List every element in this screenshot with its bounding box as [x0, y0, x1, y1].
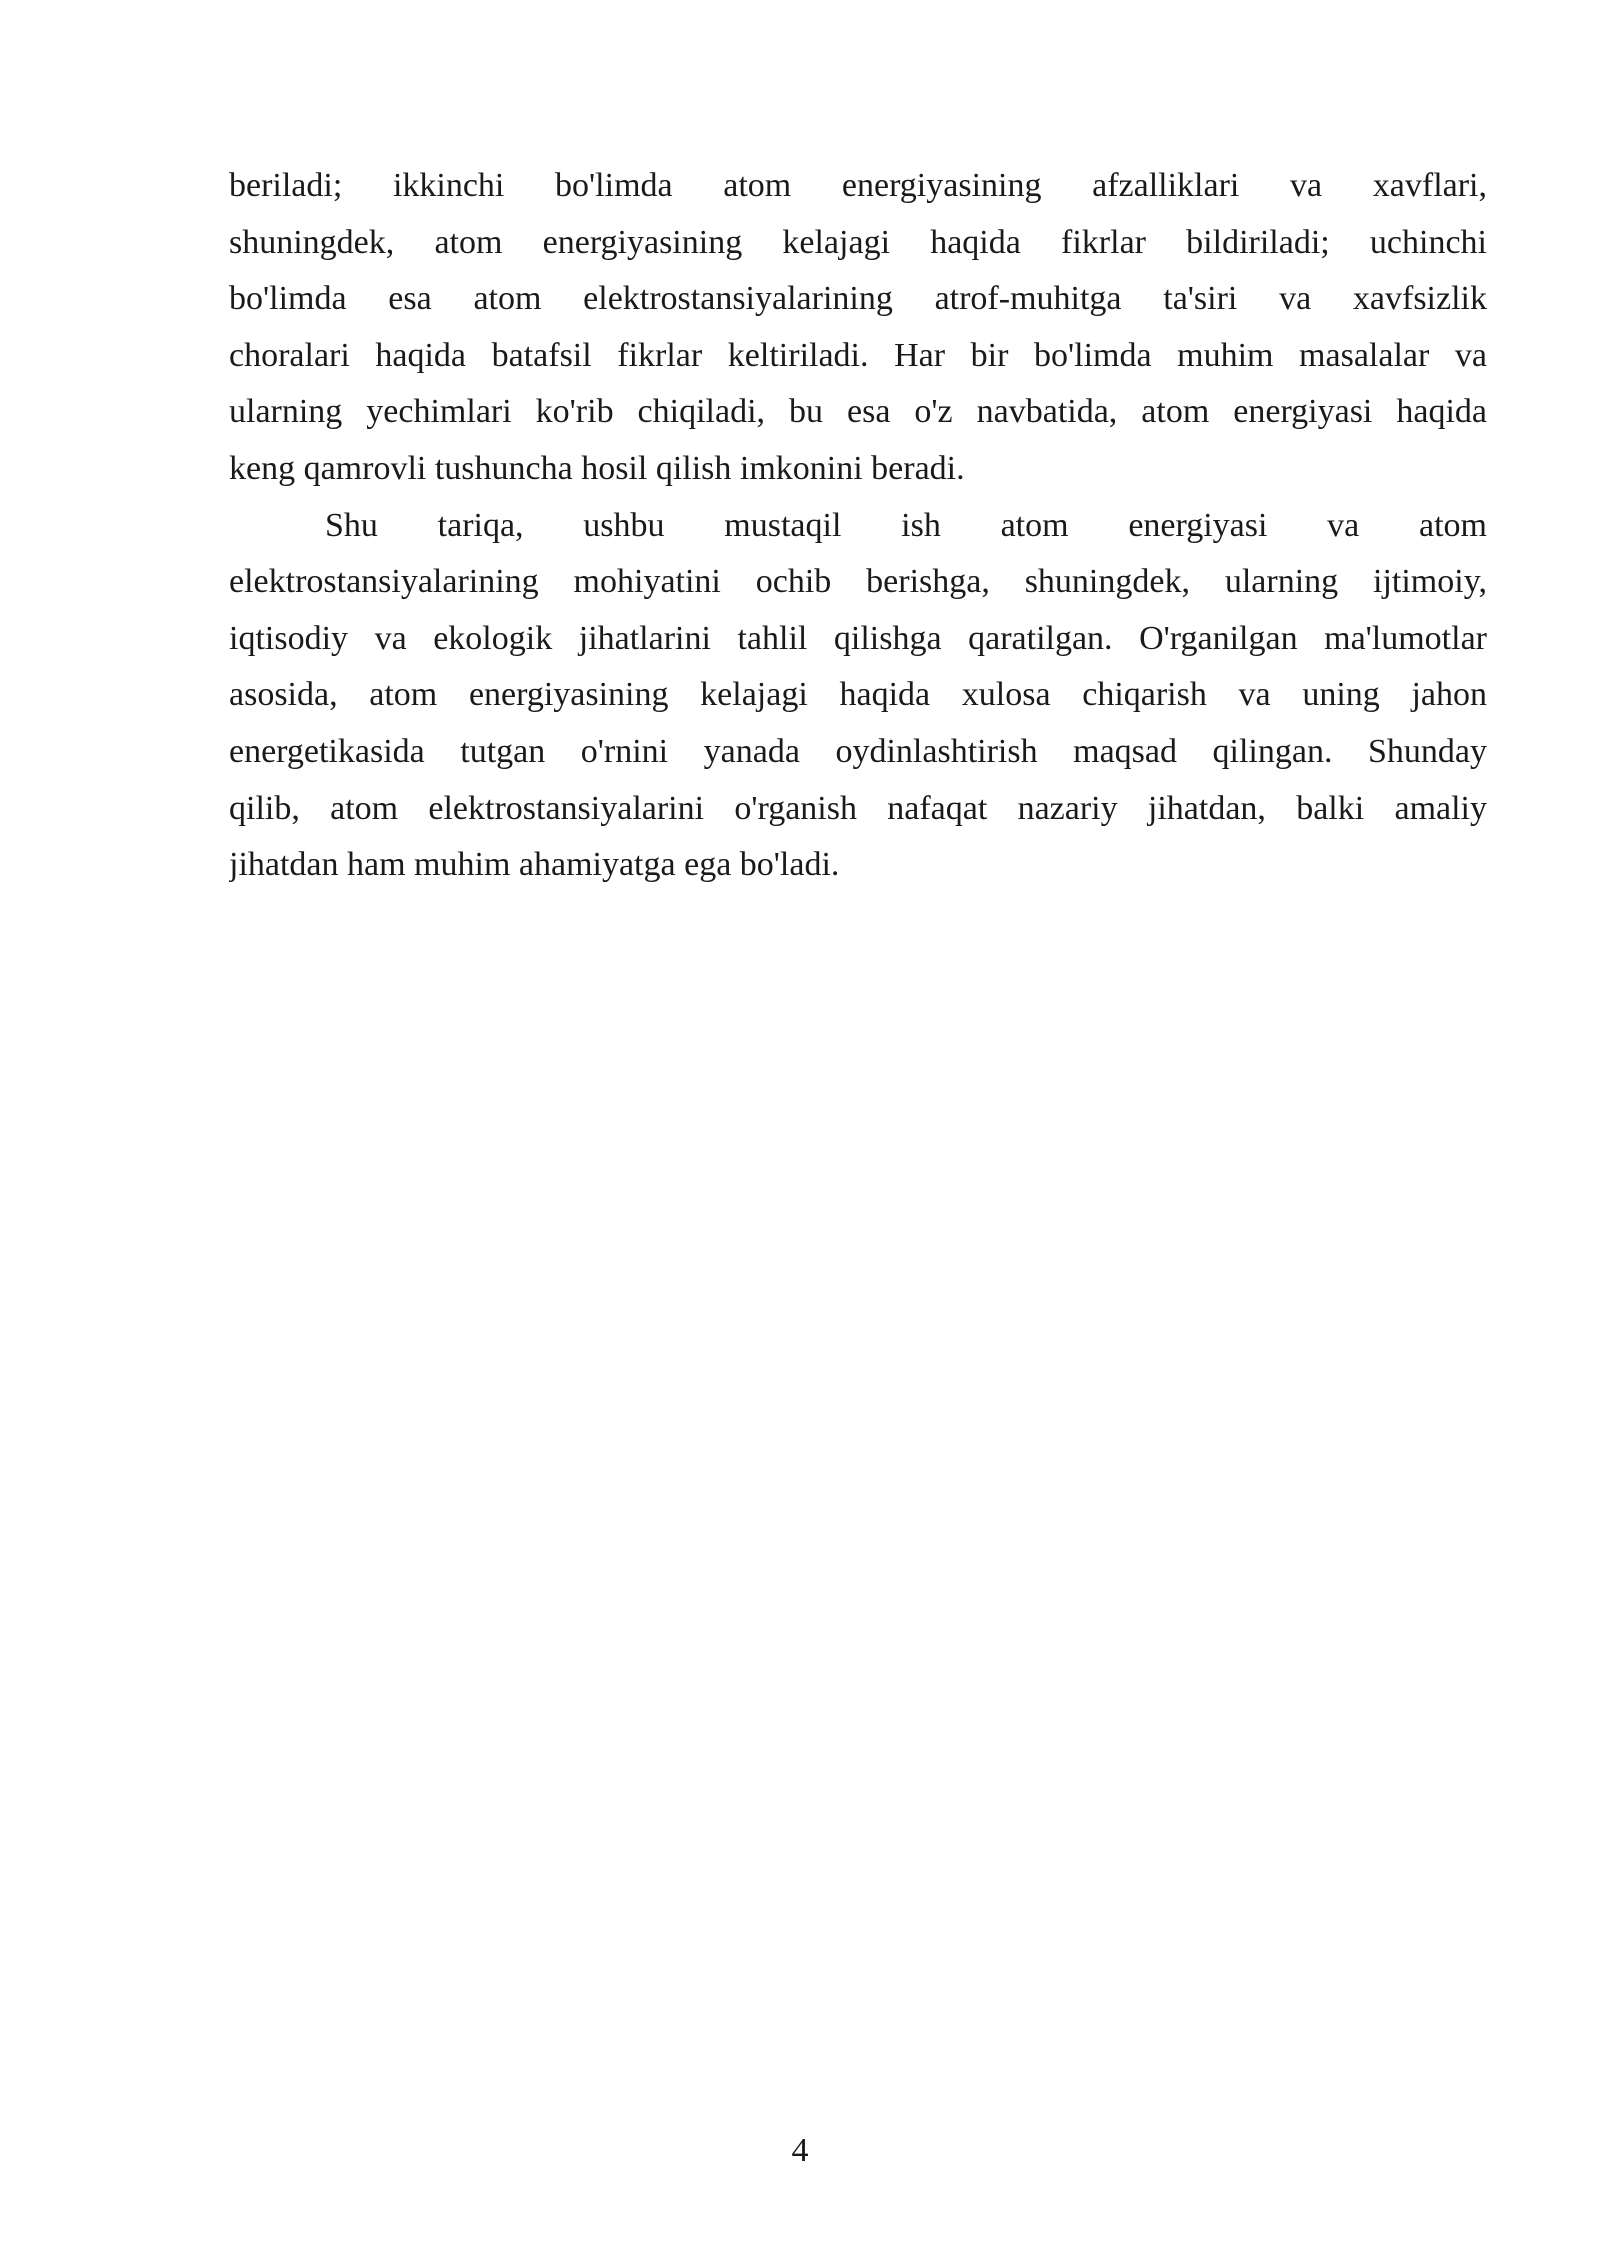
paragraph-line: beriladi; ikkinchi bo'limda atom energiyasining afzalliklari va xavflari,	[229, 167, 1487, 204]
paragraph-1	[229, 158, 1487, 498]
body-text	[229, 158, 1487, 894]
paragraph-line: ularning yechimlari ko'rib chiqiladi, bu esa o'z navbatida, atom energiyasi haqida	[229, 393, 1487, 431]
paragraph-line: asosida, atom energiyasining kelajagi haqida xulosa chiqarish va uning jahon	[229, 676, 1487, 714]
paragraph-2	[229, 498, 1487, 894]
paragraph-line: choralari haqida batafsil fikrlar keltiriladi. Har bir bo'limda muhim masalalar va	[229, 336, 1487, 374]
paragraph-line: elektrostansiyalarining mohiyatini ochib berishga, shuningdek, ularning ijtimoiy,	[229, 563, 1487, 601]
paragraph-line: Shu tariqa, ushbu mustaqil ish atom energiyasi va atom	[325, 506, 1487, 544]
paragraph-line: keng qamrovli tushuncha hosil qilish imkonini beradi.	[229, 449, 965, 487]
paragraph-line: bo'limda esa atom elektrostansiyalarining atrof-muhitga ta'siri va xavfsizlik	[229, 280, 1487, 318]
paragraph-line: jihatdan ham muhim ahamiyatga ega bo'ladi.	[229, 846, 840, 884]
paragraph-line: qilib, atom elektrostansiyalarini o'rganish nafaqat nazariy jihatdan, balki amaliy	[229, 789, 1487, 827]
paragraph-line: energetikasida tutgan o'rnini yanada oydinlashtirish maqsad qilingan. Shunday	[229, 732, 1487, 770]
paragraph-line: iqtisodiy va ekologik jihatlarini tahlil qilishga qaratilgan. O'rganilgan ma'lumotlar	[229, 619, 1487, 657]
paragraph-line: shuningdek, atom energiyasining kelajagi haqida fikrlar bildiriladi; uchinchi	[229, 223, 1487, 261]
page-number: 4	[791, 2132, 809, 2169]
